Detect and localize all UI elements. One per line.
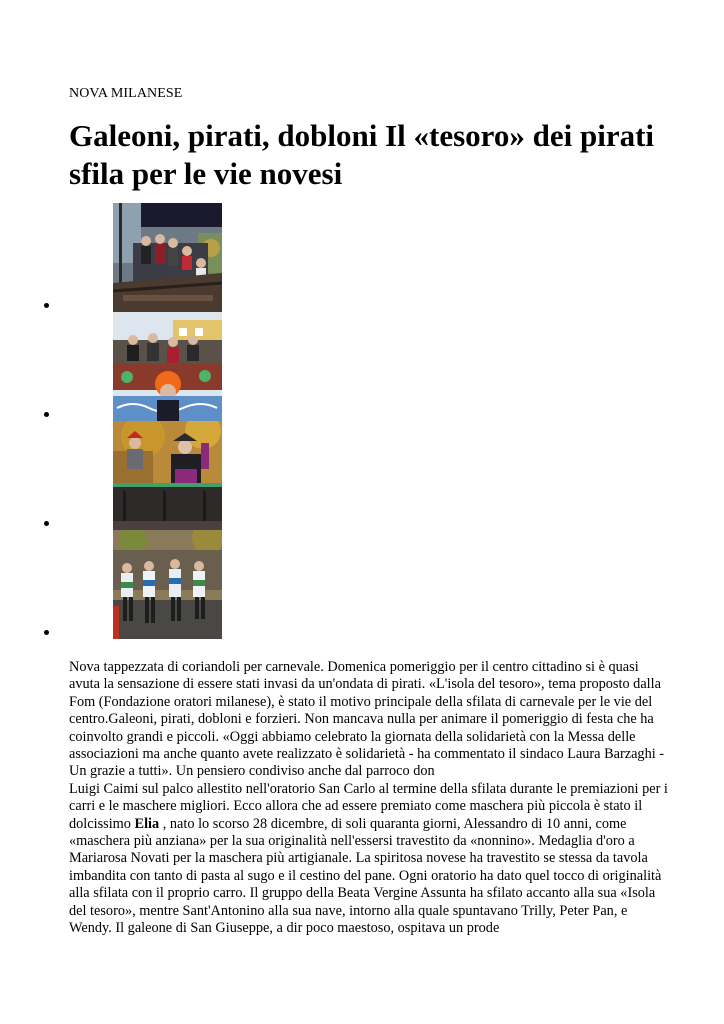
- photo-image: [113, 421, 222, 530]
- article-text: , nato lo scorso 28 dicembre, di soli quaranta giorni, Alessandro di 10 anni, come «maschera più anziana» per la sua originalità nell'essersi travestito da «nonnino». Medaglia d'oro a: [69, 815, 635, 850]
- gallery-list-item: [0, 312, 724, 421]
- section-kicker: NOVA MILANESE: [69, 86, 183, 101]
- article-bold-name: Elia: [134, 815, 160, 832]
- photo-image: [113, 530, 222, 639]
- photo-carro-galeone[interactable]: [113, 203, 222, 312]
- list-bullet: [44, 412, 49, 417]
- article-text: Luigi Caimi sul palco allestito nell'oratorio San Carlo al termine della sfilata durante le premiazioni per i carri e le maschere migliori. Ecco allora che ad essere premiato come maschera più piccola è stato il dolcissimo: [69, 780, 668, 832]
- article-paragraph: [69, 781, 669, 851]
- list-bullet: [44, 630, 49, 635]
- article-paragraph: Nova tappezzata di coriandoli per carnevale. Domenica pomeriggio per il centro cittadino si è quasi avuta la sensazione di essere stati invasi da un'ondata di pirati. «L'isola del tesoro», tema proposto dalla Fom (Fondazione oratori milanese), è stato il motivo principale della sfilata di carnevale per le vie del centro.Galeoni, pirati, dobloni e forzieri. Non mancava nulla per animare il pomeriggio di festa che ha coinvolto grandi e piccoli. «Oggi abbiamo celebrato la giornata della solidarietà con la Messa delle associazioni ma anche quanto avete realizzato è solidarietà - ha commentato il sindaco Laura Barzaghi - Un grazie a tutti». Un pensiero condiviso anche dal parroco don: [69, 659, 665, 780]
- photo-image: [113, 203, 222, 312]
- list-bullet: [44, 303, 49, 308]
- article-headline: Galeoni, pirati, dobloni Il «tesoro» dei pirati sfila per le vie novesi: [69, 118, 655, 191]
- article-paragraph: Mariarosa Novati per la maschera più artigianale. La spiritosa novese ha travestito se stessa da tavola imbandita con tanto di pasta al sugo e il cestino del pane. Ogni oratorio ha dato quel tocco di originalità alla sfilata con il proprio carro. Il gruppo della Beata Vergine Assunta ha sfilato accanto alla sua «Isola del tesoro», mentre Sant'Antonino alla sua nave, intorno alla quale spuntavano Trilly, Peter Pan, e Wendy. Il galeone di San Giuseppe, a dir poco maestoso, ospitava un prode: [69, 850, 662, 937]
- gallery-list-item: [0, 203, 724, 312]
- article-body: [69, 659, 669, 938]
- photo-bambini-maschera[interactable]: [113, 530, 222, 639]
- list-bullet: [44, 521, 49, 526]
- gallery-list-item: [0, 530, 724, 639]
- photo-gallery-list: [0, 203, 724, 639]
- photo-carro-isola[interactable]: [113, 312, 222, 421]
- gallery-list-item: [0, 421, 724, 530]
- photo-pirati-palco[interactable]: [113, 421, 222, 530]
- photo-image: [113, 312, 222, 421]
